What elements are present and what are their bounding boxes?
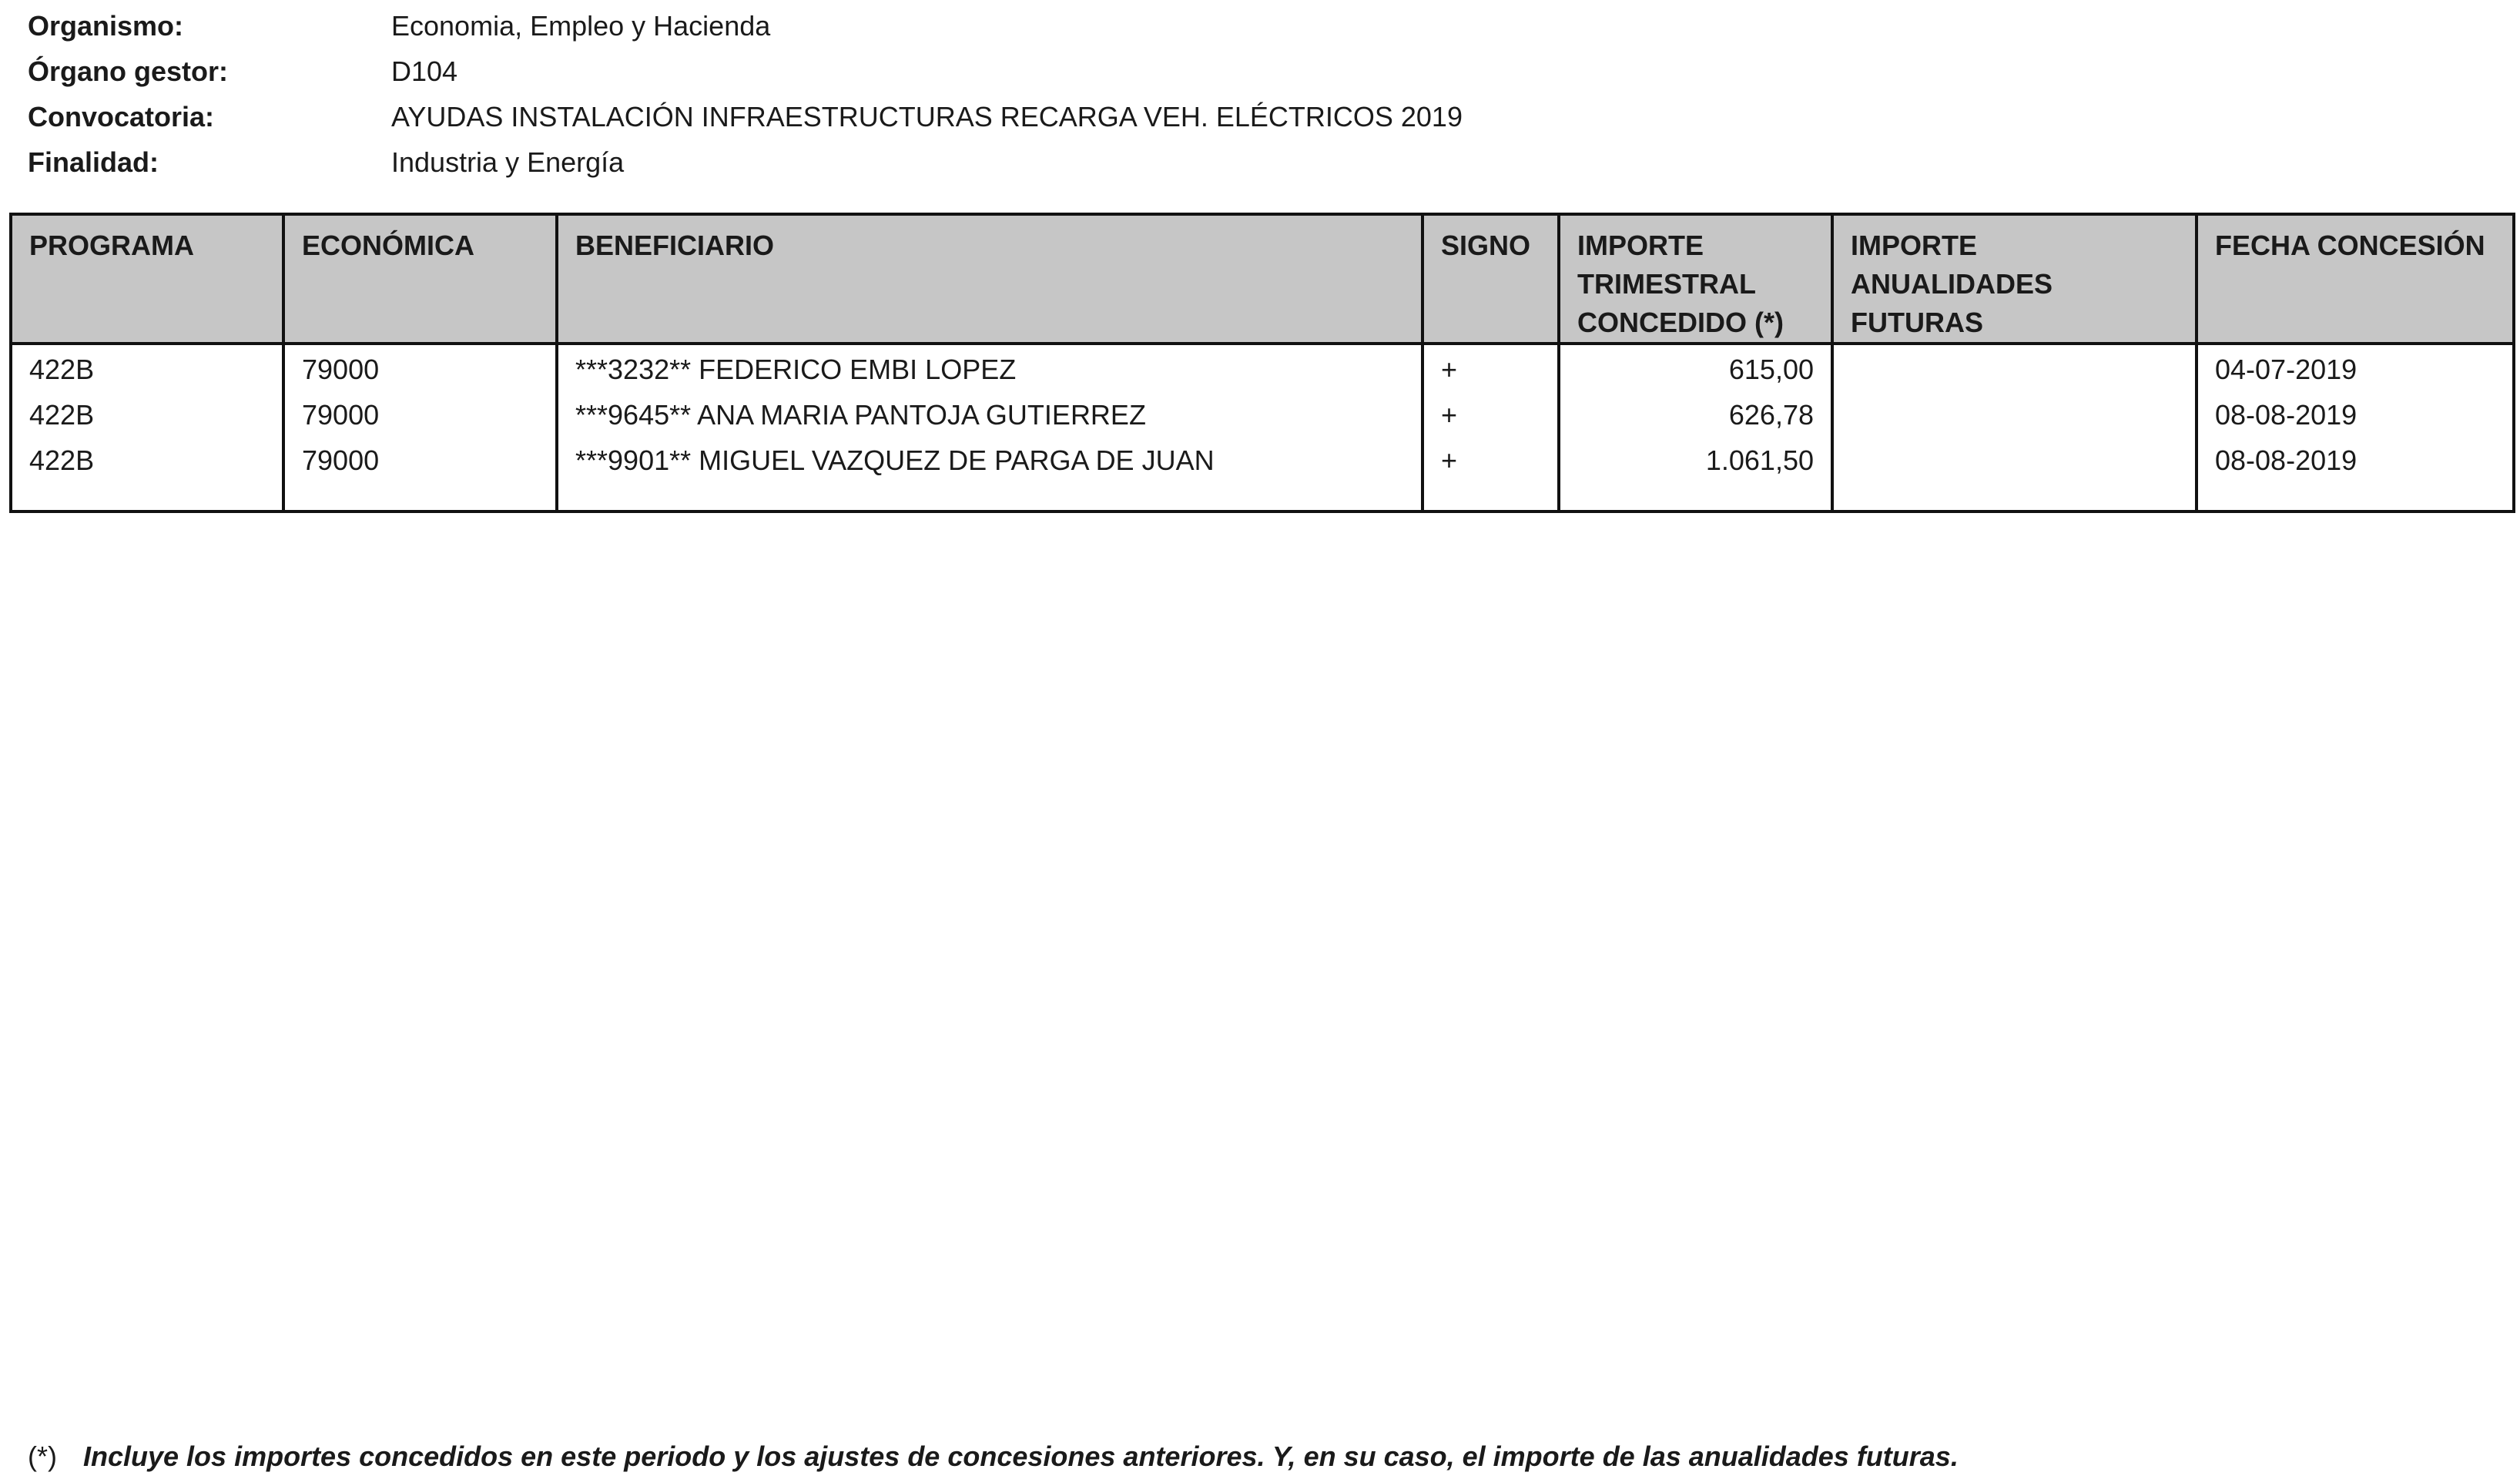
convocatoria-label: Convocatoria:: [28, 100, 215, 132]
table-row: [11, 438, 2514, 483]
cell-beneficiario: ***9901** MIGUEL VAZQUEZ DE PARGA DE JUAN: [557, 438, 1423, 483]
column-header-importe-futuras-line2: ANUALIDADES: [1851, 268, 2053, 300]
footnote: [28, 1437, 1959, 1476]
document-header: [28, 3, 2492, 185]
cell-importe-futuras: [1832, 438, 2197, 483]
cell-programa: 422B: [11, 438, 283, 483]
cell-importe-trimestral: 626,78: [1559, 392, 1832, 438]
table-row: [11, 392, 2514, 438]
column-header-importe-trimestral-line1: IMPORTE: [1577, 230, 1704, 261]
organo-gestor-value: D104: [391, 55, 458, 87]
cell-economica: 79000: [283, 392, 557, 438]
filler-cell: [1832, 483, 2197, 511]
organismo-row: [28, 3, 2492, 49]
column-header-importe-futuras-line1: IMPORTE: [1851, 230, 1978, 261]
column-header-economica-label: ECONÓMICA: [302, 230, 474, 261]
table-filler-row: [11, 483, 2514, 511]
column-header-fecha-label: FECHA CONCESIÓN: [2215, 230, 2485, 261]
cell-fecha: 04-07-2019: [2197, 344, 2514, 392]
footnote-mark: (*): [28, 1440, 57, 1472]
cell-signo: +: [1423, 392, 1559, 438]
finalidad-value: Industria y Energía: [391, 146, 625, 178]
column-header-programa: [11, 214, 283, 344]
column-header-signo-label: SIGNO: [1441, 230, 1531, 261]
cell-beneficiario: ***9645** ANA MARIA PANTOJA GUTIERREZ: [557, 392, 1423, 438]
convocatoria-row: [28, 94, 2492, 139]
cell-signo: +: [1423, 438, 1559, 483]
finalidad-label: Finalidad:: [28, 146, 159, 178]
cell-economica: 79000: [283, 344, 557, 392]
column-header-importe-trimestral-line2: TRIMESTRAL: [1577, 268, 1756, 300]
column-header-importe-futuras: [1832, 214, 2197, 344]
cell-importe-trimestral: 1.061,50: [1559, 438, 1832, 483]
cell-signo: +: [1423, 344, 1559, 392]
cell-programa: 422B: [11, 392, 283, 438]
column-header-importe-futuras-line3: FUTURAS: [1851, 307, 1983, 338]
filler-cell: [1423, 483, 1559, 511]
table-header: [11, 214, 2514, 344]
footnote-text: Incluye los importes concedidos en este periodo y los ajustes de concesiones anteriores. Y, en su caso, el importe de las anualidades futuras.: [83, 1440, 1959, 1472]
cell-economica: 79000: [283, 438, 557, 483]
column-header-beneficiario-label: BENEFICIARIO: [575, 230, 775, 261]
cell-fecha: 08-08-2019: [2197, 438, 2514, 483]
column-header-importe-trimestral: [1559, 214, 1832, 344]
column-header-economica: [283, 214, 557, 344]
grants-table: [9, 213, 2515, 513]
column-header-beneficiario: [557, 214, 1423, 344]
cell-importe-futuras: [1832, 392, 2197, 438]
filler-cell: [11, 483, 283, 511]
filler-cell: [283, 483, 557, 511]
header-row: [11, 214, 2514, 344]
filler-cell: [557, 483, 1423, 511]
organismo-value: Economia, Empleo y Hacienda: [391, 9, 771, 42]
column-header-importe-trimestral-line3: CONCEDIDO (*): [1577, 307, 1784, 338]
column-header-programa-label: PROGRAMA: [29, 230, 194, 261]
convocatoria-value: AYUDAS INSTALACIÓN INFRAESTRUCTURAS RECARGA VEH. ELÉCTRICOS 2019: [391, 100, 1463, 132]
column-header-signo: [1423, 214, 1559, 344]
organo-gestor-row: [28, 49, 2492, 94]
cell-fecha: 08-08-2019: [2197, 392, 2514, 438]
filler-cell: [1559, 483, 1832, 511]
cell-importe-trimestral: 615,00: [1559, 344, 1832, 392]
cell-beneficiario: ***3232** FEDERICO EMBI LOPEZ: [557, 344, 1423, 392]
table-row: [11, 344, 2514, 392]
organo-gestor-label: Órgano gestor:: [28, 55, 229, 87]
finalidad-row: [28, 139, 2492, 185]
filler-cell: [2197, 483, 2514, 511]
table-body: [11, 344, 2514, 511]
cell-importe-futuras: [1832, 344, 2197, 392]
cell-programa: 422B: [11, 344, 283, 392]
organismo-label: Organismo:: [28, 9, 184, 42]
column-header-fecha: [2197, 214, 2514, 344]
